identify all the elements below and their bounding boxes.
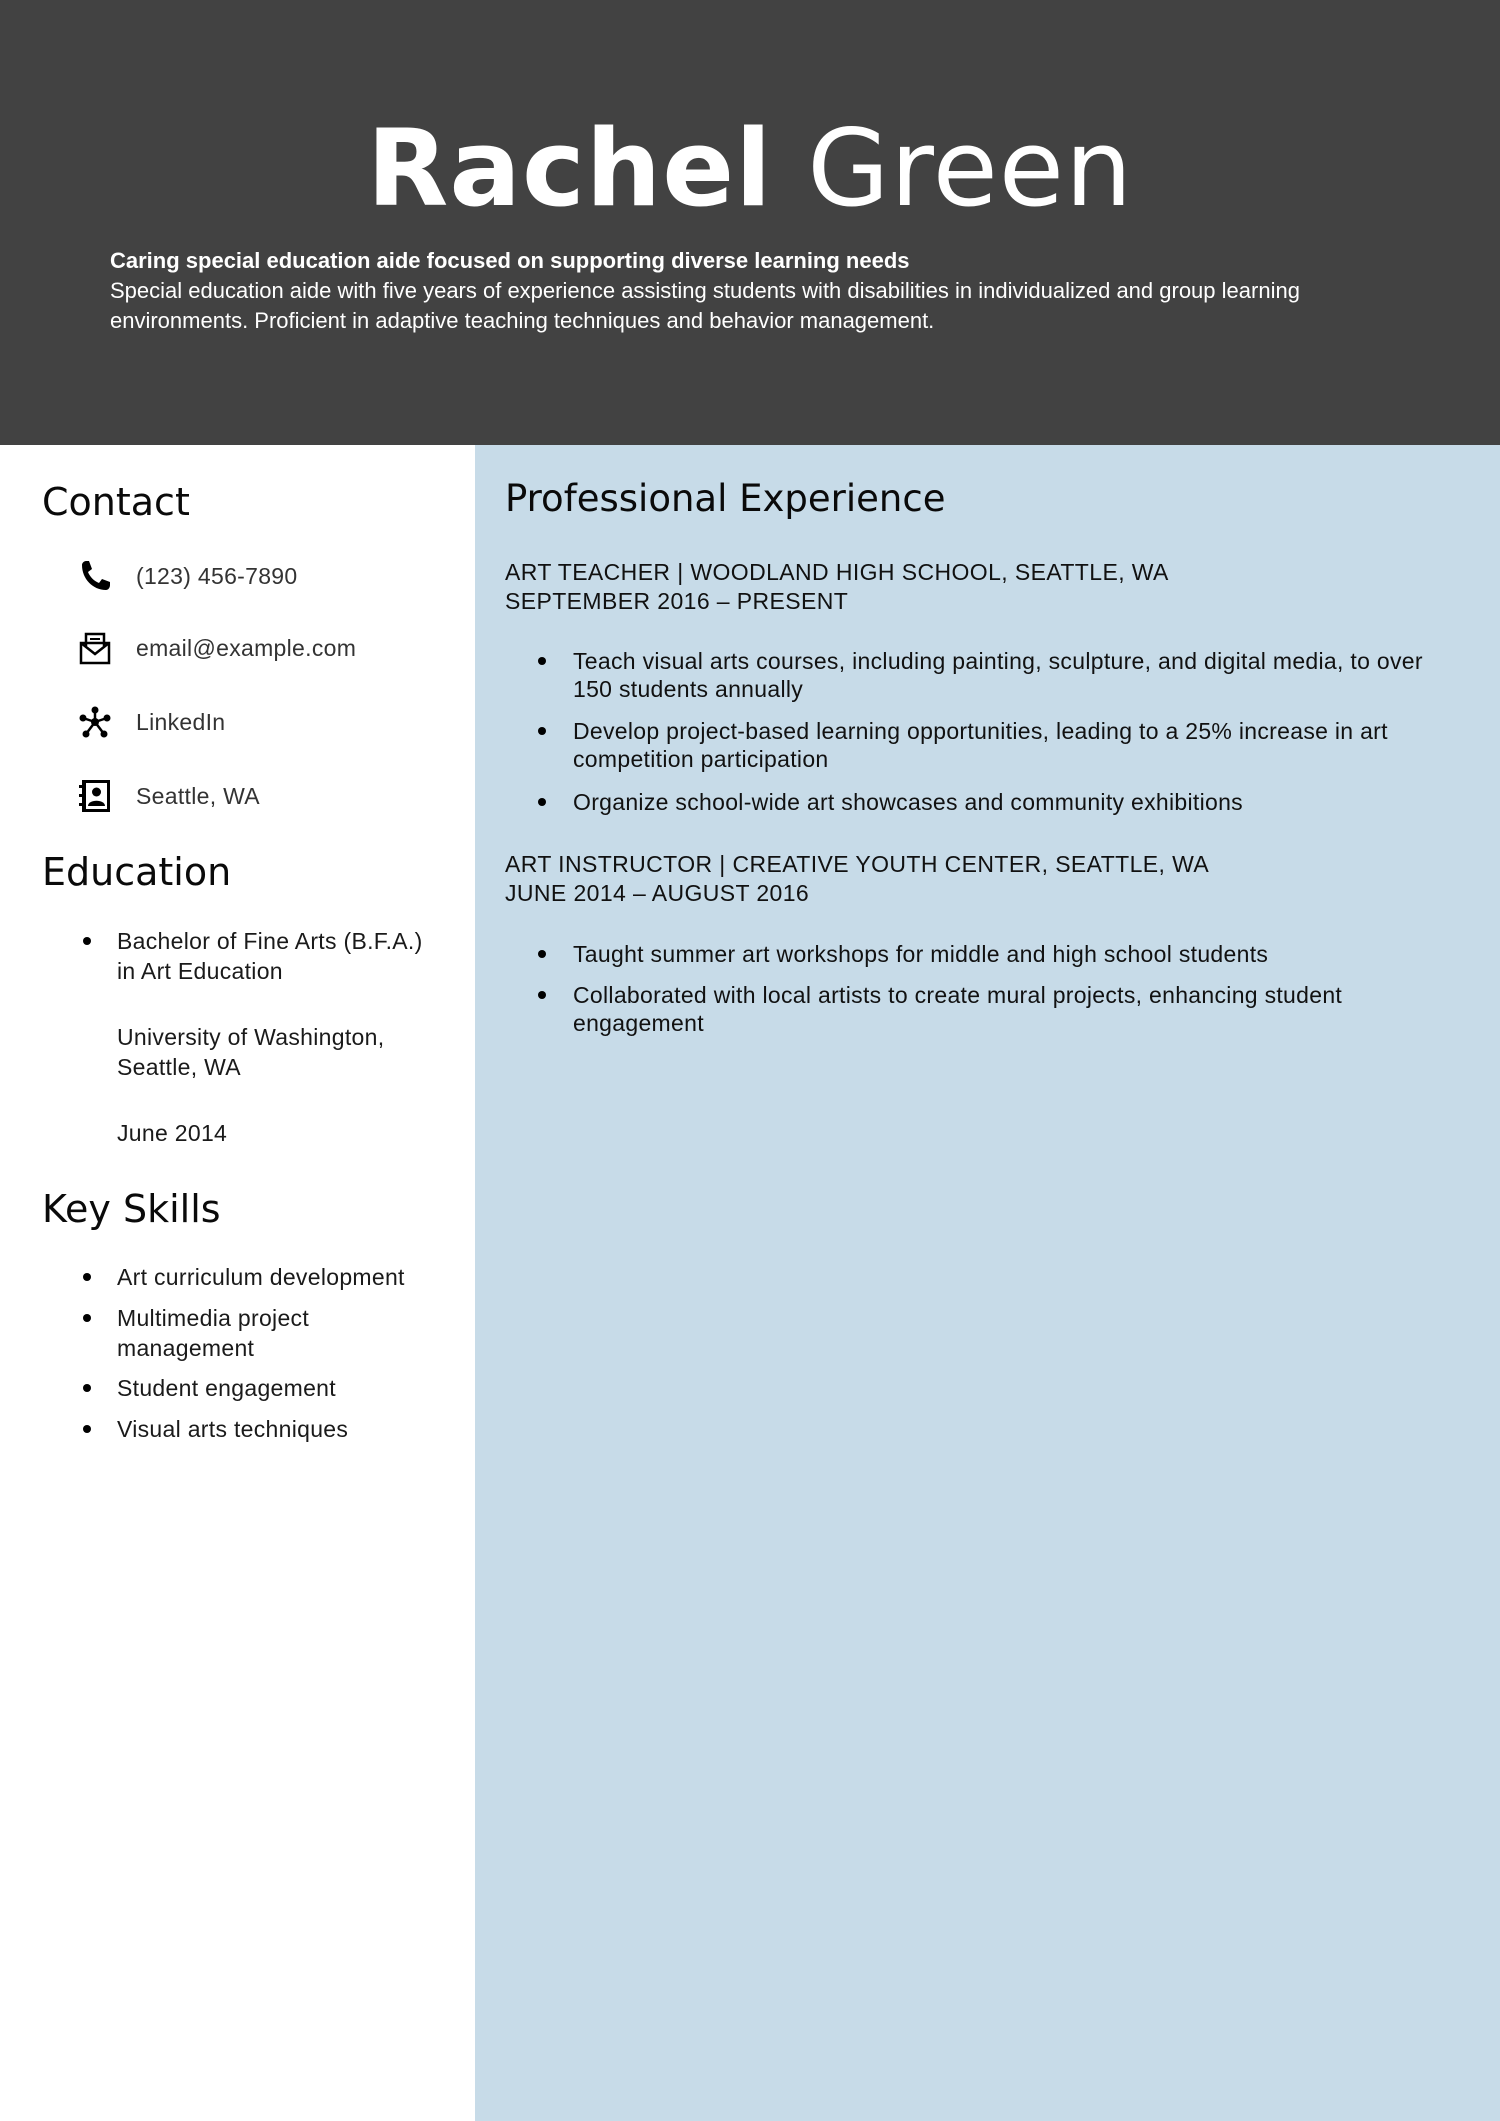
summary-text: Special education aide with five years of experience assisting students with disabilities in individualized and group learning environments. Proficient in adaptive teaching techniques and behavior management.	[110, 278, 1300, 333]
linkedin-label[interactable]: LinkedIn	[136, 708, 226, 735]
job-bullet	[538, 657, 546, 665]
job-dates: SEPTEMBER 2016 – PRESENT	[505, 588, 849, 614]
skill-bullet	[83, 1314, 91, 1322]
job-heading: ART TEACHER | WOODLAND HIGH SCHOOL, SEATTLE, WA	[505, 559, 1169, 585]
skill-bullet	[83, 1425, 91, 1433]
job-bullet-text: Taught summer art workshops for middle and high school students	[573, 941, 1269, 967]
skill-bullet	[83, 1273, 91, 1281]
contact-phone	[78, 556, 297, 596]
skill-item: Art curriculum development	[117, 1264, 405, 1290]
contact-card-icon	[78, 779, 112, 813]
resume-header	[0, 0, 1500, 445]
education-school: University of Washington, Seattle, WA	[117, 1024, 385, 1080]
network-icon	[78, 705, 112, 739]
job-bullet-text: Teach visual arts courses, including painting, sculpture, and digital media, to over 150 students annually	[573, 648, 1423, 702]
phone-icon	[78, 559, 112, 593]
education-date: June 2014	[117, 1120, 228, 1146]
first-name: Rachel	[366, 107, 773, 230]
contact-linkedin	[78, 702, 225, 742]
education-bullet	[83, 937, 91, 945]
last-name: Green	[807, 107, 1134, 230]
job-heading: ART INSTRUCTOR | CREATIVE YOUTH CENTER, SEATTLE, WA	[505, 851, 1210, 877]
job-bullet	[538, 991, 546, 999]
skill-item: Student engagement	[117, 1375, 336, 1401]
job-bullet	[538, 798, 546, 806]
email-label: email@example.com	[136, 634, 357, 661]
experience-title: Professional Experience	[505, 477, 946, 520]
contact-email	[78, 628, 356, 668]
location-label: Seattle, WA	[136, 782, 260, 809]
contact-title: Contact	[42, 480, 190, 524]
skills-title: Key Skills	[42, 1187, 221, 1231]
job-bullet-text: Develop project-based learning opportunities, leading to a 25% increase in art competition participation	[573, 718, 1388, 772]
skill-bullet	[83, 1384, 91, 1392]
job-bullet	[538, 727, 546, 735]
education-degree: Bachelor of Fine Arts (B.F.A.) in Art Education	[117, 928, 423, 984]
job-dates: JUNE 2014 – AUGUST 2016	[505, 880, 810, 906]
candidate-name	[0, 104, 1500, 234]
contact-location	[78, 776, 260, 816]
phone-label: (123) 456-7890	[136, 562, 298, 589]
skill-item: Visual arts techniques	[117, 1416, 349, 1442]
job-bullet-text: Collaborated with local artists to create mural projects, enhancing student engagement	[573, 982, 1343, 1036]
summary-headline: Caring special education aide focused on supporting diverse learning needs	[110, 248, 910, 273]
job-bullet	[538, 950, 546, 958]
skill-item: Multimedia project management	[117, 1305, 310, 1361]
envelope-icon	[78, 631, 112, 665]
education-title: Education	[42, 850, 232, 894]
job-bullet-text: Organize school-wide art showcases and community exhibitions	[573, 789, 1243, 815]
summary	[110, 246, 1410, 336]
